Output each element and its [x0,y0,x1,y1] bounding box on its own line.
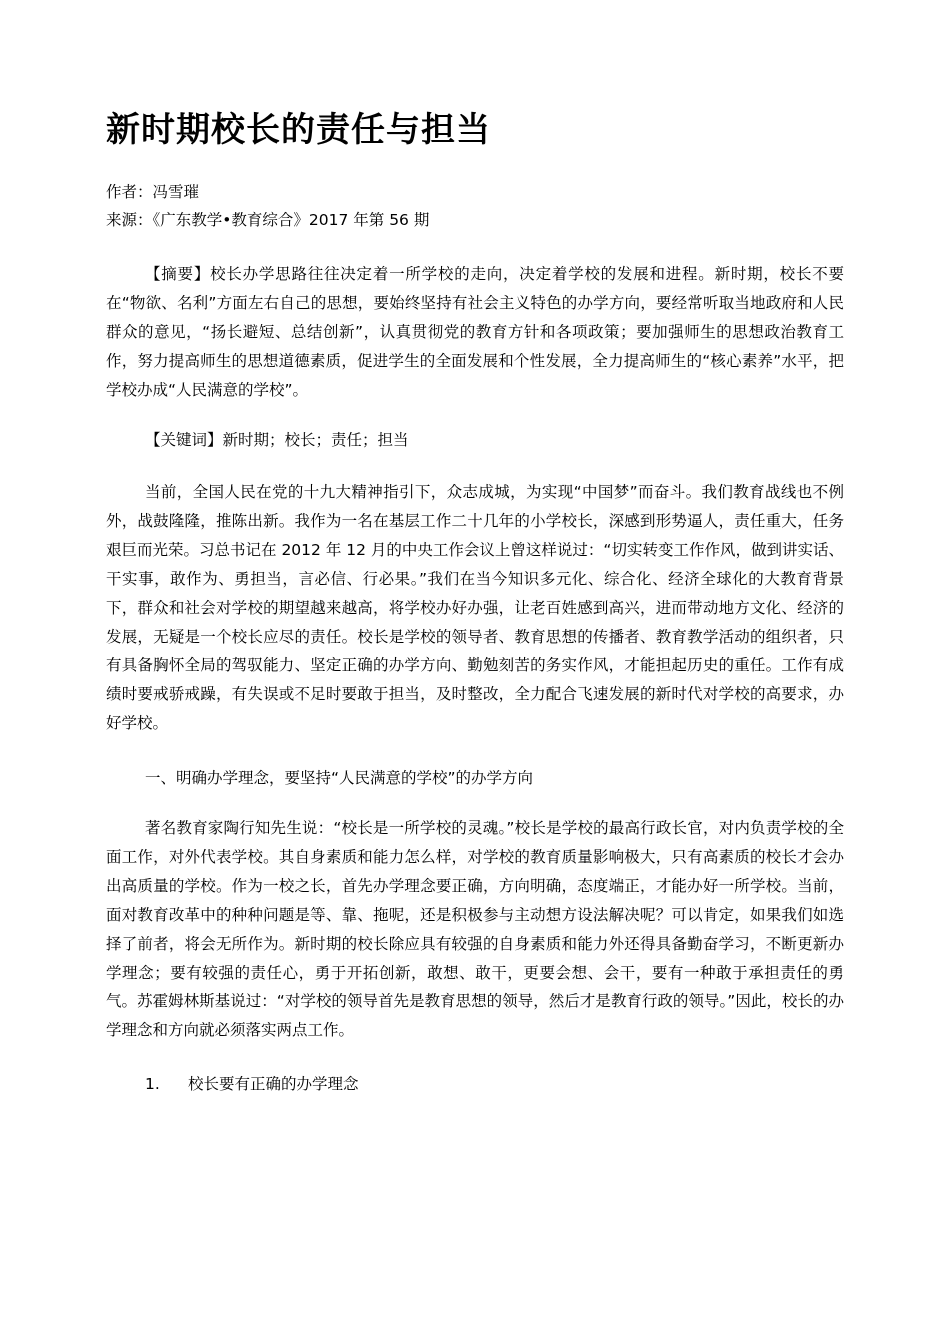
intro-paragraph: 当前，全国人民在党的十九大精神指引下，众志成城，为实现“中国梦”而奋斗。我们教育战线也不例外，战鼓隆隆，推陈出新。我作为一名在基层工作二十几年的小学校长，深感到形势逼人，责任重大，任务艰巨而光荣。习总书记在 2012 年 12 月的中央工作会议上曾这样说过：“切实转变工作作风，做到讲实话、干实事，敢作为、勇担当，言必信、行必果。”我们在当今知识多元化、综合化、经济全球化的大教育背景下，群众和社会对学校的期望越来越高，将学校办好办强，让老百姓感到高兴，进而带动地方文化、经济的发展，无疑是一个校长应尽的责任。校长是学校的领导者、教育思想的传播者、教育教学活动的组织者，只有具备胸怀全局的驾驭能力、坚定正确的办学方向、勤勉刻苦的务实作风，才能担起历史的重任。工作有成绩时要戒骄戒躁，有失误或不足时要敢于担当，及时整改，全力配合飞速发展的新时代对学校的高要求，办好学校。 [106,483,844,733]
section-heading-1: 一、明确办学理念，要坚持“人民满意的学校”的办学方向 [145,769,534,787]
section-1-paragraph: 著名教育家陶行知先生说：“校长是一所学校的灵魂。”校长是学校的最高行政长官，对内负责学校的全面工作，对外代表学校。其自身素质和能力怎么样，对学校的教育质量影响极大，只有高素质的校长才会办出高质量的学校。作为一校之长，首先办学理念要正确，方向明确，态度端正，才能办好一所学校。当前，面对教育改革中的种种问题是等、靠、拖呢，还是积极参与主动想方设法解决呢？可以肯定，如果我们如选择了前者，将会无所作为。新时期的校长除应具有较强的自身素质和能力外还得具备勤奋学习，不断更新办学理念；要有较强的责任心，勇于开拓创新，敢想、敢干，更要会想、会干，要有一种敢于承担责任的勇气。苏霍姆林斯基说过：“对学校的领导首先是教育思想的领导，然后才是教育行政的领导。”因此，校长的办学理念和方向就必须落实两点工作。 [106,819,844,1040]
numbered-item-1 [145,1072,359,1096]
numbered-item-number: 1. [145,1075,160,1093]
article-title: 新时期校长的责任与担当 [106,110,491,150]
keywords-paragraph: 【关键词】新时期；校长；责任；担当 [145,431,409,449]
abstract-paragraph: 【摘要】校长办学思路往往决定着一所学校的走向，决定着学校的发展和进程。新时期，校长不要在“物欲、名利”方面左右自己的思想，要始终坚持有社会主义特色的办学方向，要经常听取当地政府和人民群众的意见，“扬长避短、总结创新”，认真贯彻党的教育方针和各项政策；要加强师生的思想政治教育工作，努力提高师生的思想道德素质，促进学生的全面发展和个性发展，全力提高师生的“核心素养”水平，把学校办成“人民满意的学校”。 [106,265,844,399]
article-author: 作者：冯雪璀 [106,183,200,201]
article-source: 来源：《广东教学•教育综合》2017 年第 56 期 [106,211,430,229]
numbered-item-text: 校长要有正确的办学理念 [188,1075,359,1093]
